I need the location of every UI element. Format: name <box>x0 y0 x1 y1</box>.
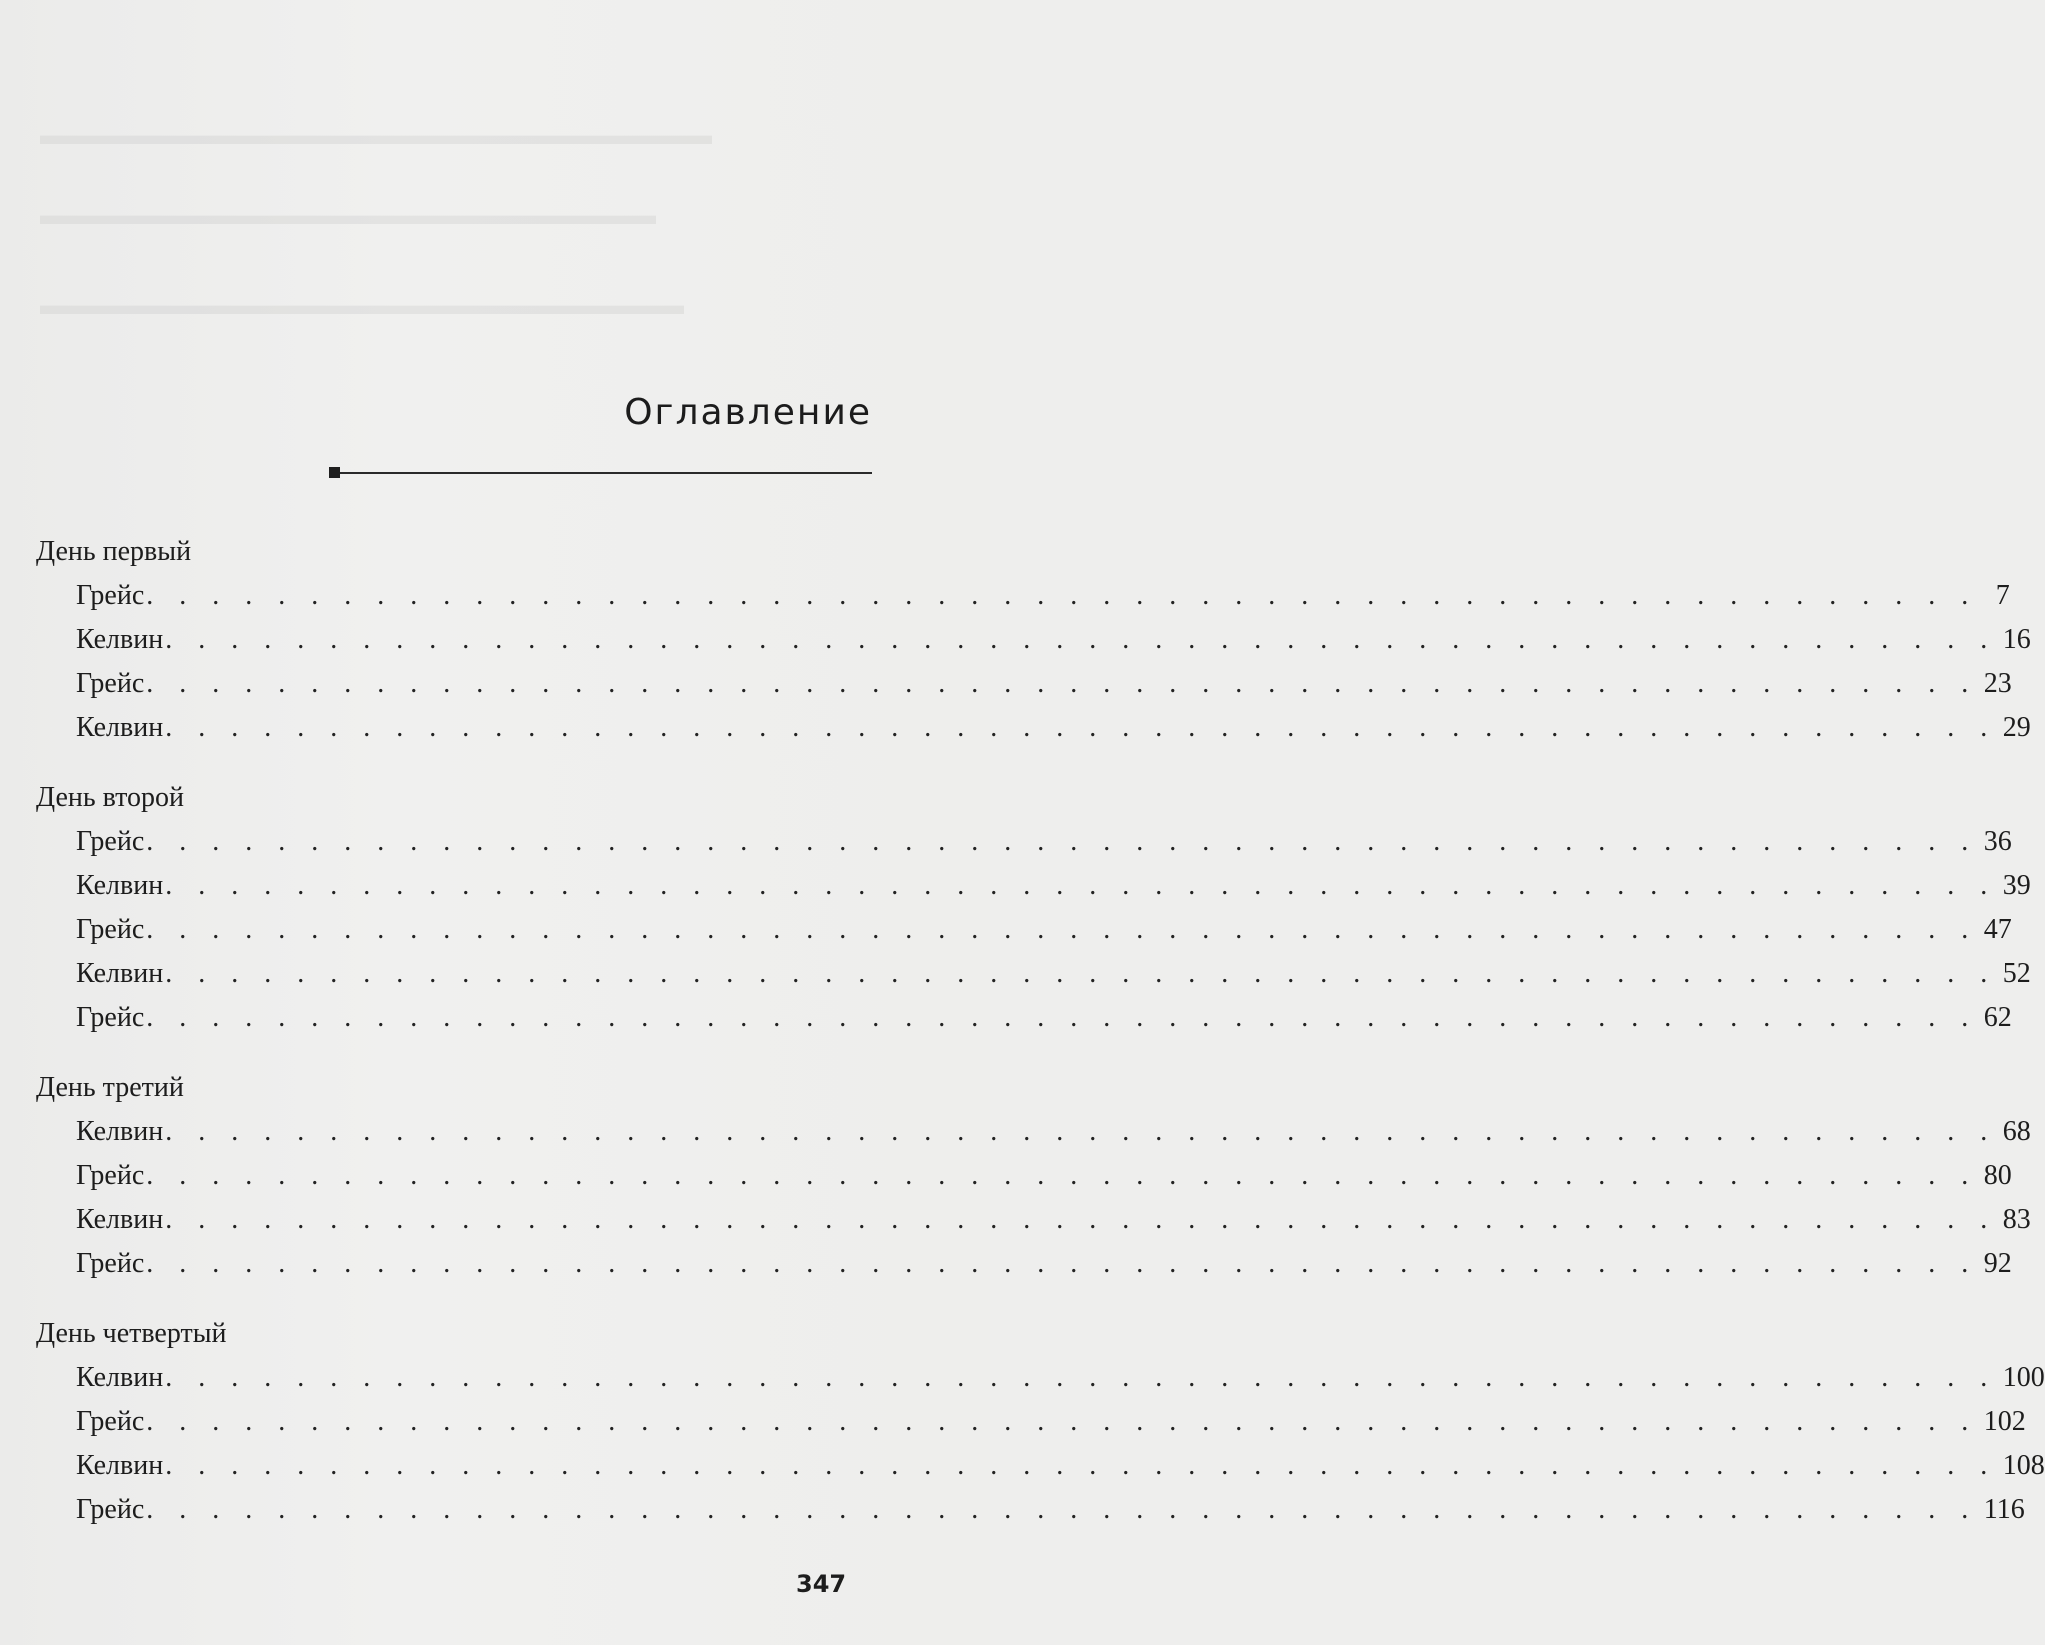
entry-name: Келвин <box>76 624 164 655</box>
bleed-through-texture: ▬▬▬▬▬▬▬▬▬▬▬▬▬▬▬▬▬▬▬▬▬▬ <box>40 200 656 231</box>
entry-page: 36 <box>1983 826 2012 857</box>
leader-dots: . . . . . . . . . . . . . . . . . . . . . . . . . . . . . . . . . . . . . . . . . . . . . . . . . . . . . . . . <box>146 1406 1978 1437</box>
entry-name: Келвин <box>76 870 164 901</box>
toc-entry[interactable] <box>36 952 2031 996</box>
leader-dots: . . . . . . . . . . . . . . . . . . . . . . . . . . . . . . . . . . . . . . . . . . . . . . . . . . . . . . . . <box>165 1204 1997 1235</box>
day-title: День первый <box>36 536 192 567</box>
toc-entry[interactable] <box>36 1242 2012 1286</box>
leader-dots: . . . . . . . . . . . . . . . . . . . . . . . . . . . . . . . . . . . . . . . . . . . . . . . . . . . . . . . . <box>146 1494 1978 1525</box>
entry-page: 16 <box>2002 624 2031 655</box>
toc-day-4 <box>36 1312 2045 1532</box>
entry-page: 23 <box>1983 668 2012 699</box>
day-title: День третий <box>36 1072 184 1103</box>
entry-page: 108 <box>2002 1450 2045 1481</box>
entry-name: Келвин <box>76 1204 164 1235</box>
entry-name: Келвин <box>76 712 164 743</box>
entry-page: 52 <box>2002 958 2031 989</box>
leader-dots: . . . . . . . . . . . . . . . . . . . . . . . . . . . . . . . . . . . . . . . . . . . . . . . . . . . . . . . . <box>146 580 1978 611</box>
entry-page: 102 <box>1983 1406 2026 1437</box>
entry-page: 47 <box>1983 914 2012 945</box>
bleed-through-texture: ▬▬▬▬▬▬▬▬▬▬▬▬▬▬▬▬▬▬▬▬▬▬▬▬ <box>40 120 712 151</box>
leader-dots: . . . . . . . . . . . . . . . . . . . . . . . . . . . . . . . . . . . . . . . . . . . . . . . . . . . . . . . . <box>165 624 1997 655</box>
entry-name: Грейс <box>76 1160 145 1191</box>
entry-name: Келвин <box>76 958 164 989</box>
entry-page: 68 <box>2002 1116 2031 1147</box>
entry-name: Грейс <box>76 1494 145 1525</box>
toc-entry[interactable] <box>36 706 2031 750</box>
entry-name: Грейс <box>76 668 145 699</box>
entry-page: 100 <box>2002 1362 2045 1393</box>
entry-name: Грейс <box>76 914 145 945</box>
day-title: День второй <box>36 782 184 813</box>
entry-name: Грейс <box>76 1406 145 1437</box>
toc-entry[interactable] <box>36 1154 2012 1198</box>
toc-entry[interactable] <box>36 1356 2045 1400</box>
toc-entry[interactable] <box>36 1488 2025 1532</box>
toc-entry[interactable] <box>36 618 2031 662</box>
toc-entry[interactable] <box>36 864 2031 908</box>
entry-page: 116 <box>1983 1494 2025 1525</box>
leader-dots: . . . . . . . . . . . . . . . . . . . . . . . . . . . . . . . . . . . . . . . . . . . . . . . . . . . . . . . . <box>165 958 1997 989</box>
entry-page: 92 <box>1983 1248 2012 1279</box>
entry-page: 39 <box>2002 870 2031 901</box>
toc-day-2 <box>36 776 2031 1040</box>
entry-name: Грейс <box>76 1248 145 1279</box>
leader-dots: . . . . . . . . . . . . . . . . . . . . . . . . . . . . . . . . . . . . . . . . . . . . . . . . . . . . . . . . <box>165 712 1997 743</box>
toc-entry[interactable] <box>36 1400 2026 1444</box>
entry-page: 83 <box>2002 1204 2031 1235</box>
leader-dots: . . . . . . . . . . . . . . . . . . . . . . . . . . . . . . . . . . . . . . . . . . . . . . . . . . . . . . . . <box>146 914 1978 945</box>
leader-dots: . . . . . . . . . . . . . . . . . . . . . . . . . . . . . . . . . . . . . . . . . . . . . . . . . . . . . . . . <box>165 870 1997 901</box>
leader-dots: . . . . . . . . . . . . . . . . . . . . . . . . . . . . . . . . . . . . . . . . . . . . . . . . . . . . . . . . <box>146 1248 1978 1279</box>
table-of-contents <box>36 530 2045 1558</box>
entry-page: 29 <box>2002 712 2031 743</box>
toc-heading: Оглавление <box>624 392 872 433</box>
leader-dots: . . . . . . . . . . . . . . . . . . . . . . . . . . . . . . . . . . . . . . . . . . . . . . . . . . . . . . . . <box>146 826 1978 857</box>
leader-dots: . . . . . . . . . . . . . . . . . . . . . . . . . . . . . . . . . . . . . . . . . . . . . . . . . . . . . . . . <box>165 1362 1997 1393</box>
entry-name: Келвин <box>76 1450 164 1481</box>
day-title: День четвертый <box>36 1318 227 1349</box>
toc-day-1 <box>36 530 2031 750</box>
entry-page: 80 <box>1983 1160 2012 1191</box>
toc-entry[interactable] <box>36 1198 2031 1242</box>
entry-name: Грейс <box>76 826 145 857</box>
toc-entry[interactable] <box>36 574 2010 618</box>
entry-name: Келвин <box>76 1362 164 1393</box>
toc-entry[interactable] <box>36 820 2012 864</box>
entry-name: Грейс <box>76 1002 145 1033</box>
entry-page: 7 <box>1995 580 2010 611</box>
leader-dots: . . . . . . . . . . . . . . . . . . . . . . . . . . . . . . . . . . . . . . . . . . . . . . . . . . . . . . . . <box>165 1450 1997 1481</box>
toc-day-3 <box>36 1066 2031 1286</box>
toc-entry[interactable] <box>36 1444 2045 1488</box>
bleed-through-texture: ▬▬▬▬▬▬▬▬▬▬▬▬▬▬▬▬▬▬▬▬▬▬▬ <box>40 290 684 321</box>
leader-dots: . . . . . . . . . . . . . . . . . . . . . . . . . . . . . . . . . . . . . . . . . . . . . . . . . . . . . . . . <box>146 1160 1978 1191</box>
toc-entry[interactable] <box>36 1110 2031 1154</box>
toc-entry[interactable] <box>36 908 2012 952</box>
toc-entry[interactable] <box>36 662 2012 706</box>
entry-name: Келвин <box>76 1116 164 1147</box>
heading-rule <box>334 472 872 474</box>
entry-page: 62 <box>1983 1002 2012 1033</box>
leader-dots: . . . . . . . . . . . . . . . . . . . . . . . . . . . . . . . . . . . . . . . . . . . . . . . . . . . . . . . . <box>146 668 1978 699</box>
toc-entry[interactable] <box>36 996 2012 1040</box>
heading-rule-marker <box>329 467 340 478</box>
leader-dots: . . . . . . . . . . . . . . . . . . . . . . . . . . . . . . . . . . . . . . . . . . . . . . . . . . . . . . . . <box>146 1002 1978 1033</box>
leader-dots: . . . . . . . . . . . . . . . . . . . . . . . . . . . . . . . . . . . . . . . . . . . . . . . . . . . . . . . . <box>165 1116 1997 1147</box>
entry-name: Грейс <box>76 580 145 611</box>
page-number: 347 <box>796 1570 847 1598</box>
